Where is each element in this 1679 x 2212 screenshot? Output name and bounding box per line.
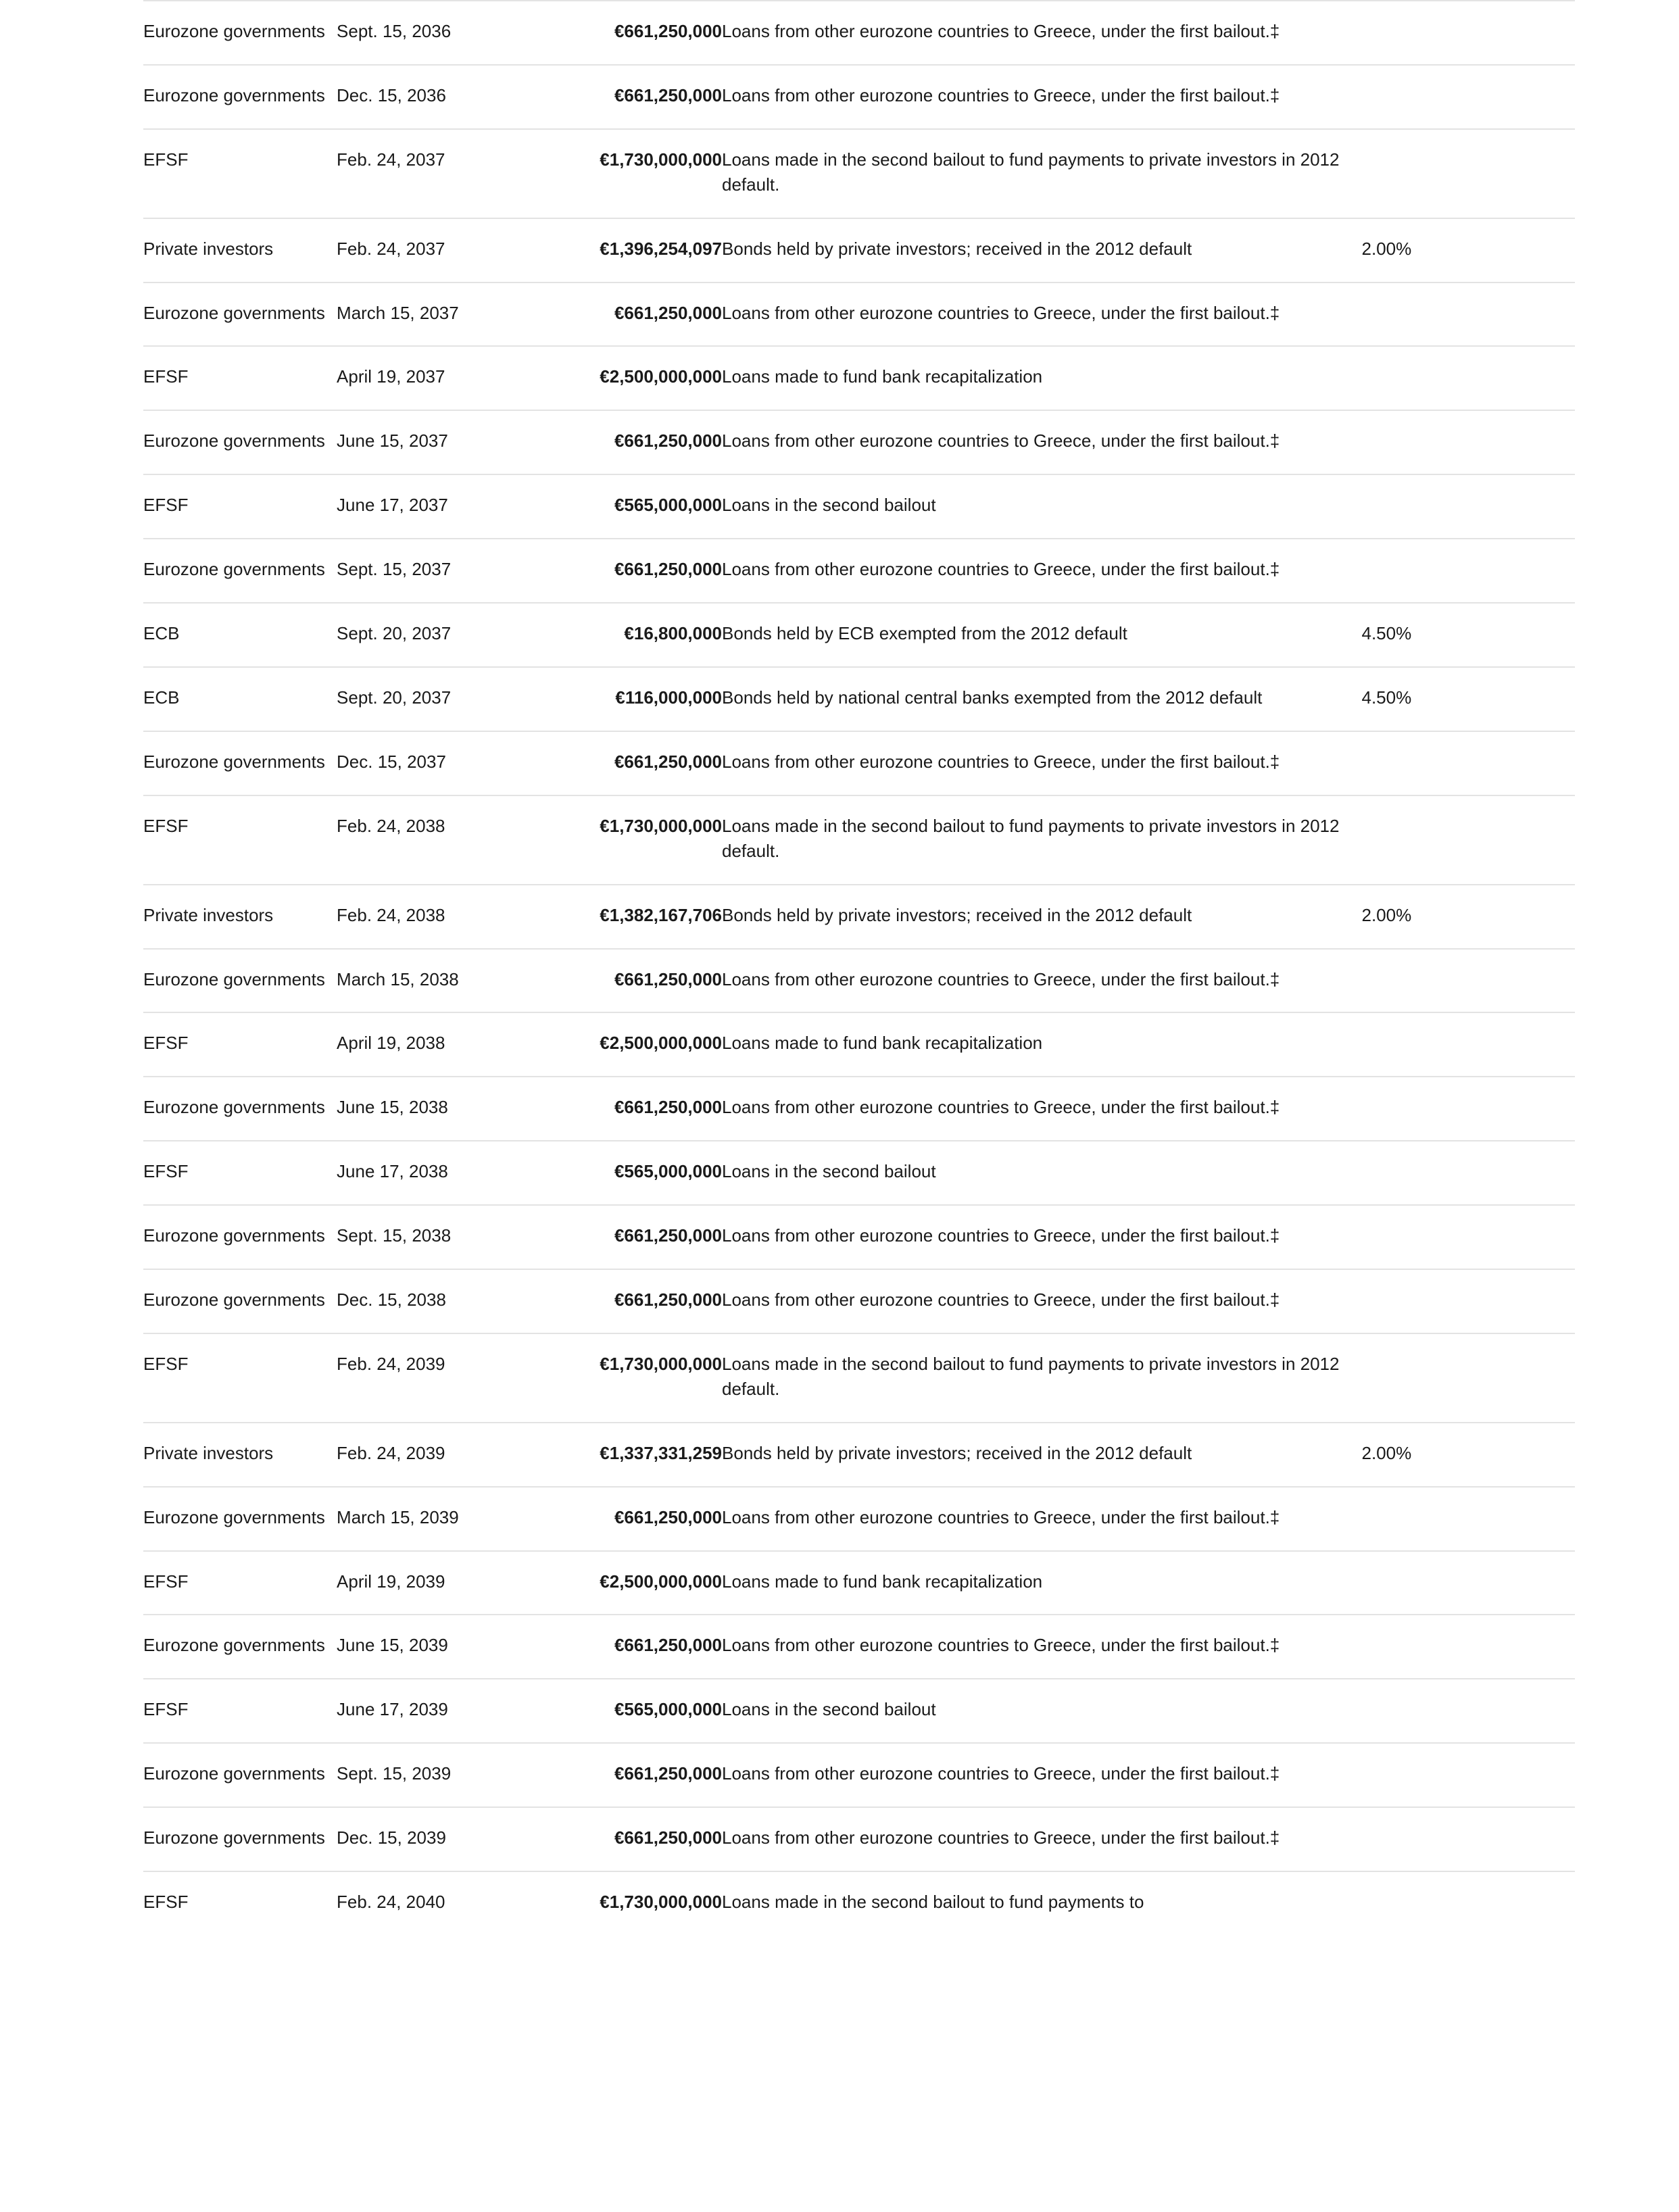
- cell-amount: €661,250,000: [614, 968, 723, 989]
- cell-amount: €2,500,000,000: [600, 1033, 723, 1054]
- cell-amount: €661,250,000: [614, 84, 723, 105]
- table-row: [143, 1, 1575, 65]
- cell-description: Loans from other eurozone countries to Greece, under the first bailout.‡: [722, 84, 1280, 105]
- cell-interest-rate: 2.00%: [1361, 1442, 1412, 1463]
- table-row: [143, 795, 1575, 885]
- table-row: [143, 731, 1575, 795]
- cell-description: Loans made in the second bailout to fund payments to private investors in 2012 default.: [722, 149, 1340, 195]
- cell-interest-rate: [1361, 474, 1575, 539]
- cell-amount: €2,500,000,000: [600, 366, 723, 387]
- cell-date: Feb. 24, 2038: [337, 904, 445, 925]
- cell-interest-rate: [1361, 346, 1575, 410]
- cell-date: March 15, 2039: [337, 1506, 459, 1527]
- cell-date: Feb. 24, 2037: [337, 238, 445, 259]
- table-row: [143, 1205, 1575, 1269]
- cell-interest-rate: [1361, 731, 1575, 795]
- cell-creditor: Eurozone governments: [143, 559, 325, 580]
- cell-date: Feb. 24, 2039: [337, 1442, 445, 1463]
- cell-description: Loans made to fund bank recapitalization: [722, 1571, 1043, 1592]
- cell-creditor: Private investors: [143, 238, 274, 259]
- cell-amount: €116,000,000: [615, 687, 723, 708]
- cell-amount: €661,250,000: [614, 751, 723, 772]
- table-row: [143, 129, 1575, 218]
- cell-description: Loans made in the second bailout to fund payments to: [722, 1892, 1144, 1913]
- cell-amount: €661,250,000: [614, 1635, 723, 1656]
- cell-creditor: Eurozone governments: [143, 1097, 325, 1118]
- cell-creditor: EFSF: [143, 495, 189, 516]
- cell-description: Loans made in the second bailout to fund payments to private investors in 2012 default.: [722, 815, 1340, 861]
- table-row: [143, 1551, 1575, 1615]
- cell-description: Loans made in the second bailout to fund payments to private investors in 2012 default.: [722, 1353, 1340, 1399]
- cell-interest-rate: [1361, 1807, 1575, 1871]
- cell-creditor: EFSF: [143, 1571, 189, 1592]
- cell-amount: €661,250,000: [614, 431, 723, 451]
- cell-interest-rate: [1361, 65, 1575, 129]
- cell-amount: €661,250,000: [614, 559, 723, 580]
- table-row: [143, 539, 1575, 603]
- cell-description: Bonds held by national central banks exempted from the 2012 default: [722, 687, 1263, 708]
- cell-description: Bonds held by private investors; received in the 2012 default: [722, 238, 1192, 259]
- cell-description: Loans from other eurozone countries to Greece, under the first bailout.‡: [722, 431, 1280, 451]
- table-row: [143, 603, 1575, 667]
- cell-date: Feb. 24, 2037: [337, 149, 445, 170]
- cell-date: Sept. 15, 2038: [337, 1225, 452, 1246]
- cell-date: June 15, 2037: [337, 431, 448, 451]
- cell-date: Feb. 24, 2038: [337, 815, 445, 836]
- cell-date: April 19, 2037: [337, 366, 445, 387]
- cell-creditor: Eurozone governments: [143, 1763, 325, 1784]
- cell-creditor: EFSF: [143, 149, 189, 170]
- cell-date: June 15, 2039: [337, 1635, 448, 1656]
- debt-maturity-table: [143, 0, 1575, 1935]
- cell-creditor: Eurozone governments: [143, 1635, 325, 1656]
- table-row: [143, 1141, 1575, 1205]
- cell-creditor: Eurozone governments: [143, 1506, 325, 1527]
- cell-creditor: EFSF: [143, 1353, 189, 1374]
- cell-creditor: Eurozone governments: [143, 431, 325, 451]
- cell-description: Loans from other eurozone countries to Greece, under the first bailout.‡: [722, 21, 1280, 41]
- cell-interest-rate: [1361, 1551, 1575, 1615]
- cell-date: April 19, 2039: [337, 1571, 445, 1592]
- table-row: [143, 410, 1575, 474]
- table-row: [143, 1269, 1575, 1333]
- cell-amount: €661,250,000: [614, 1097, 723, 1118]
- cell-date: Sept. 20, 2037: [337, 687, 452, 708]
- table-row: [143, 1743, 1575, 1807]
- cell-date: June 15, 2038: [337, 1097, 448, 1118]
- cell-creditor: EFSF: [143, 1161, 189, 1182]
- table-row: [143, 282, 1575, 347]
- cell-interest-rate: [1361, 1141, 1575, 1205]
- cell-date: Dec. 15, 2036: [337, 84, 446, 105]
- cell-interest-rate: [1361, 129, 1575, 218]
- cell-amount: €16,800,000: [624, 623, 723, 644]
- cell-date: Dec. 15, 2039: [337, 1827, 446, 1848]
- cell-amount: €1,337,331,259: [600, 1442, 723, 1463]
- cell-interest-rate: [1361, 282, 1575, 347]
- cell-creditor: ECB: [143, 687, 180, 708]
- cell-interest-rate: [1361, 1012, 1575, 1077]
- cell-interest-rate: [1361, 1205, 1575, 1269]
- cell-interest-rate: 2.00%: [1361, 904, 1412, 925]
- cell-amount: €661,250,000: [614, 1827, 723, 1848]
- cell-date: Sept. 15, 2039: [337, 1763, 452, 1784]
- cell-amount: €565,000,000: [614, 1699, 723, 1720]
- cell-description: Loans from other eurozone countries to Greece, under the first bailout.‡: [722, 1635, 1280, 1656]
- cell-description: Loans from other eurozone countries to Greece, under the first bailout.‡: [722, 559, 1280, 580]
- table-row: [143, 1615, 1575, 1679]
- cell-description: Loans in the second bailout: [722, 495, 936, 516]
- table-row: [143, 1871, 1575, 1935]
- cell-creditor: EFSF: [143, 366, 189, 387]
- cell-creditor: Eurozone governments: [143, 751, 325, 772]
- table-row: [143, 885, 1575, 949]
- cell-description: Loans from other eurozone countries to Greece, under the first bailout.‡: [722, 1097, 1280, 1118]
- cell-description: Loans in the second bailout: [722, 1161, 936, 1182]
- table-row: [143, 667, 1575, 731]
- cell-creditor: Eurozone governments: [143, 1225, 325, 1246]
- cell-creditor: Private investors: [143, 904, 274, 925]
- cell-date: March 15, 2037: [337, 302, 459, 323]
- cell-creditor: EFSF: [143, 1892, 189, 1913]
- cell-amount: €1,730,000,000: [600, 815, 723, 836]
- cell-creditor: EFSF: [143, 815, 189, 836]
- cell-description: Loans from other eurozone countries to Greece, under the first bailout.‡: [722, 1506, 1280, 1527]
- cell-description: Loans from other eurozone countries to Greece, under the first bailout.‡: [722, 1289, 1280, 1310]
- table-row: [143, 218, 1575, 282]
- cell-date: June 17, 2037: [337, 495, 448, 516]
- table-row: [143, 1333, 1575, 1423]
- cell-description: Loans from other eurozone countries to Greece, under the first bailout.‡: [722, 1827, 1280, 1848]
- cell-interest-rate: [1361, 1743, 1575, 1807]
- cell-amount: €661,250,000: [614, 1225, 723, 1246]
- cell-amount: €661,250,000: [614, 1506, 723, 1527]
- cell-amount: €661,250,000: [614, 302, 723, 323]
- cell-description: Loans from other eurozone countries to Greece, under the first bailout.‡: [722, 968, 1280, 989]
- cell-interest-rate: 2.00%: [1361, 238, 1412, 259]
- cell-interest-rate: [1361, 1487, 1575, 1551]
- cell-description: Loans made to fund bank recapitalization: [722, 1033, 1043, 1054]
- cell-description: Loans from other eurozone countries to Greece, under the first bailout.‡: [722, 751, 1280, 772]
- cell-creditor: Eurozone governments: [143, 1289, 325, 1310]
- cell-creditor: EFSF: [143, 1699, 189, 1720]
- cell-description: Bonds held by private investors; received in the 2012 default: [722, 1442, 1192, 1463]
- table-row: [143, 346, 1575, 410]
- table-row: [143, 1077, 1575, 1141]
- cell-interest-rate: [1361, 1871, 1575, 1935]
- cell-interest-rate: [1361, 1333, 1575, 1423]
- cell-date: Sept. 20, 2037: [337, 623, 452, 644]
- cell-date: June 17, 2038: [337, 1161, 448, 1182]
- cell-creditor: Eurozone governments: [143, 302, 325, 323]
- cell-amount: €1,730,000,000: [600, 149, 723, 170]
- cell-description: Loans made to fund bank recapitalization: [722, 366, 1043, 387]
- cell-description: Loans from other eurozone countries to Greece, under the first bailout.‡: [722, 1763, 1280, 1784]
- cell-creditor: Private investors: [143, 1442, 274, 1463]
- cell-amount: €661,250,000: [614, 1763, 723, 1784]
- table-row: [143, 1012, 1575, 1077]
- cell-date: June 17, 2039: [337, 1699, 448, 1720]
- table-row: [143, 1807, 1575, 1871]
- cell-amount: €1,396,254,097: [600, 238, 723, 259]
- table-row: [143, 949, 1575, 1013]
- cell-amount: €661,250,000: [614, 1289, 723, 1310]
- cell-date: Dec. 15, 2037: [337, 751, 446, 772]
- cell-creditor: Eurozone governments: [143, 1827, 325, 1848]
- cell-interest-rate: [1361, 1679, 1575, 1743]
- cell-interest-rate: 4.50%: [1361, 687, 1412, 708]
- table-row: [143, 1487, 1575, 1551]
- cell-interest-rate: [1361, 795, 1575, 885]
- cell-date: March 15, 2038: [337, 968, 459, 989]
- cell-date: Sept. 15, 2037: [337, 559, 452, 580]
- table-row: [143, 474, 1575, 539]
- cell-amount: €565,000,000: [614, 495, 723, 516]
- cell-description: Bonds held by private investors; received in the 2012 default: [722, 904, 1192, 925]
- cell-amount: €1,382,167,706: [600, 904, 723, 925]
- cell-description: Loans in the second bailout: [722, 1699, 936, 1720]
- cell-creditor: Eurozone governments: [143, 84, 325, 105]
- table-row: [143, 1679, 1575, 1743]
- table-row: [143, 1423, 1575, 1487]
- cell-interest-rate: [1361, 949, 1575, 1013]
- cell-date: Feb. 24, 2039: [337, 1353, 445, 1374]
- cell-interest-rate: [1361, 1077, 1575, 1141]
- table-body: [143, 1, 1575, 1935]
- cell-amount: €565,000,000: [614, 1161, 723, 1182]
- cell-interest-rate: [1361, 1615, 1575, 1679]
- cell-date: Feb. 24, 2040: [337, 1892, 445, 1913]
- cell-description: Bonds held by ECB exempted from the 2012 default: [722, 623, 1127, 644]
- cell-interest-rate: [1361, 1, 1575, 65]
- cell-amount: €661,250,000: [614, 21, 723, 41]
- cell-interest-rate: [1361, 539, 1575, 603]
- cell-description: Loans from other eurozone countries to Greece, under the first bailout.‡: [722, 302, 1280, 323]
- cell-amount: €1,730,000,000: [600, 1353, 723, 1374]
- cell-creditor: EFSF: [143, 1033, 189, 1054]
- cell-interest-rate: 4.50%: [1361, 623, 1412, 644]
- table-row: [143, 65, 1575, 129]
- cell-amount: €2,500,000,000: [600, 1571, 723, 1592]
- cell-interest-rate: [1361, 410, 1575, 474]
- cell-creditor: Eurozone governments: [143, 21, 325, 41]
- cell-date: April 19, 2038: [337, 1033, 445, 1054]
- cell-date: Sept. 15, 2036: [337, 21, 452, 41]
- cell-creditor: ECB: [143, 623, 180, 644]
- cell-creditor: Eurozone governments: [143, 968, 325, 989]
- cell-date: Dec. 15, 2038: [337, 1289, 446, 1310]
- cell-interest-rate: [1361, 1269, 1575, 1333]
- cell-description: Loans from other eurozone countries to Greece, under the first bailout.‡: [722, 1225, 1280, 1246]
- cell-amount: €1,730,000,000: [600, 1892, 723, 1913]
